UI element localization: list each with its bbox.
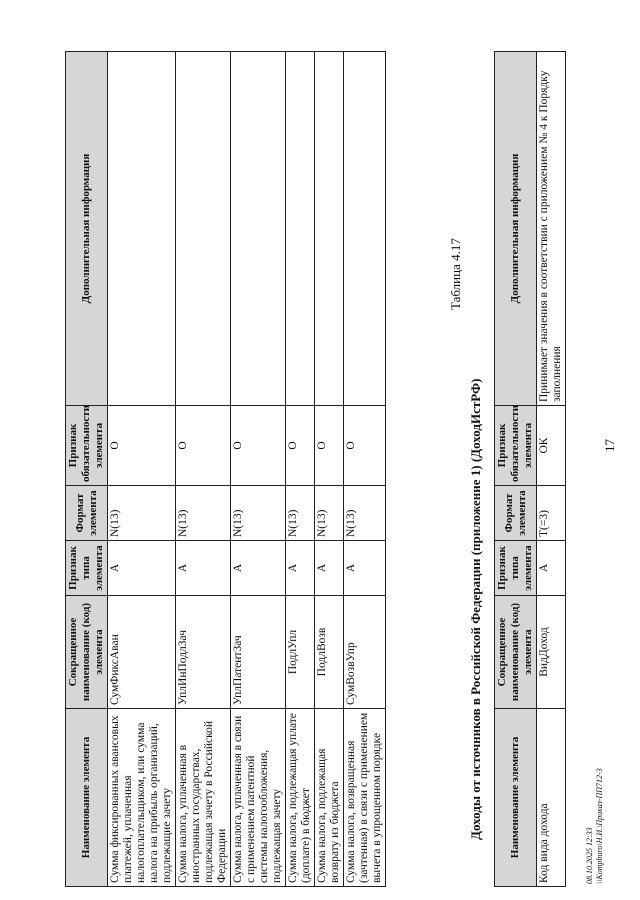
- cell-code: УплИнПодлЗач: [176, 596, 231, 709]
- table-row: [315, 52, 344, 887]
- cell-format: N(13): [286, 486, 315, 541]
- cell-info: [344, 52, 386, 406]
- cell-required: О: [286, 406, 315, 486]
- header-format: Формат элемента: [495, 486, 537, 541]
- cell-name: Сумма налога, возвращенная (зачтенная) в связи с применением вычета в упрощенном порядке: [344, 709, 386, 887]
- cell-format: N(13): [108, 486, 176, 541]
- cell-info: [286, 52, 315, 406]
- cell-name: Код вида дохода: [537, 709, 566, 887]
- cell-format: T(=3): [537, 486, 566, 541]
- table-row: [344, 52, 386, 887]
- cell-type: А: [231, 541, 286, 596]
- cell-name: Сумма налога, уплаченная в связи с применением патентной системы налогообложения, подлежащая зачету: [231, 709, 286, 887]
- header-name: Наименование элемента: [495, 709, 537, 887]
- header-info: Дополнительная информация: [66, 52, 108, 406]
- header-format: Формат элемента: [66, 486, 108, 541]
- cell-info: [315, 52, 344, 406]
- header-info: Дополнительная информация: [495, 52, 537, 406]
- cell-name: Сумма налога, уплаченная в иностранных государствах, подлежащая зачету в Российской Федерации: [176, 709, 231, 887]
- cell-required: О: [315, 406, 344, 486]
- cell-type: А: [344, 541, 386, 596]
- page-number: 17: [602, 439, 617, 452]
- cell-info: [108, 52, 176, 406]
- cell-code: СумВозвУпр: [344, 596, 386, 709]
- header-required: Признак обязательности элемента: [495, 406, 537, 486]
- header-name: Наименование элемента: [66, 709, 108, 887]
- header-code: Сокращенное наименование (код) элемента: [66, 596, 108, 709]
- cell-name: Сумма налога, подлежащая уплате (доплате) в бюджет: [286, 709, 315, 887]
- cell-type: А: [108, 541, 176, 596]
- cell-required: О: [344, 406, 386, 486]
- footer-path: \\Kompburo\Н.И.\Приказ-ПП712-3: [595, 768, 604, 884]
- cell-info: [176, 52, 231, 406]
- header-code: Сокращенное наименование (код) элемента: [495, 596, 537, 709]
- cell-format: N(13): [344, 486, 386, 541]
- table-caption: Таблица 4.17: [448, 238, 463, 310]
- elements-table-continued: [65, 51, 386, 887]
- cell-type: А: [315, 541, 344, 596]
- cell-type: А: [537, 541, 566, 596]
- table-row: [176, 52, 231, 887]
- cell-format: N(13): [176, 486, 231, 541]
- footer-stamp: [585, 768, 605, 884]
- table-row: [231, 52, 286, 887]
- header-type: Признак типа элемента: [66, 541, 108, 596]
- income-sources-table: [494, 51, 566, 887]
- cell-format: N(13): [231, 486, 286, 541]
- cell-code: ПодлВозв: [315, 596, 344, 709]
- cell-required: ОК: [537, 406, 566, 486]
- header-type: Признак типа элемента: [495, 541, 537, 596]
- table-row: [286, 52, 315, 887]
- cell-required: О: [108, 406, 176, 486]
- cell-code: СумФиксАван: [108, 596, 176, 709]
- cell-name: Сумма фиксированных авансовых платежей, уплаченная налогоплательщиком, или сумма налога на прибыль организаций, подлежащие зачету: [108, 709, 176, 887]
- header-required: Признак обязательности элемента: [66, 406, 108, 486]
- cell-code: ПодлУпл: [286, 596, 315, 709]
- cell-type: А: [176, 541, 231, 596]
- table-header-row: [66, 52, 108, 887]
- table-row: [108, 52, 176, 887]
- table-row: [537, 52, 566, 887]
- cell-code: УплПатентЗач: [231, 596, 286, 709]
- cell-info: [231, 52, 286, 406]
- cell-name: Сумма налога, подлежащая возврату из бюджета: [315, 709, 344, 887]
- cell-format: N(13): [315, 486, 344, 541]
- cell-info: Принимает значения в соответствии с приложением № 4 к Порядку заполнения: [537, 52, 566, 406]
- cell-type: А: [286, 541, 315, 596]
- table-header-row: [495, 52, 537, 887]
- footer-date: 08.10.2025 12:33: [585, 827, 594, 884]
- cell-code: ВидДоход: [537, 596, 566, 709]
- cell-required: О: [231, 406, 286, 486]
- section-title: Доходы от источников в Российской Федерации (приложение 1) (ДоходИстРФ): [468, 378, 483, 840]
- cell-required: О: [176, 406, 231, 486]
